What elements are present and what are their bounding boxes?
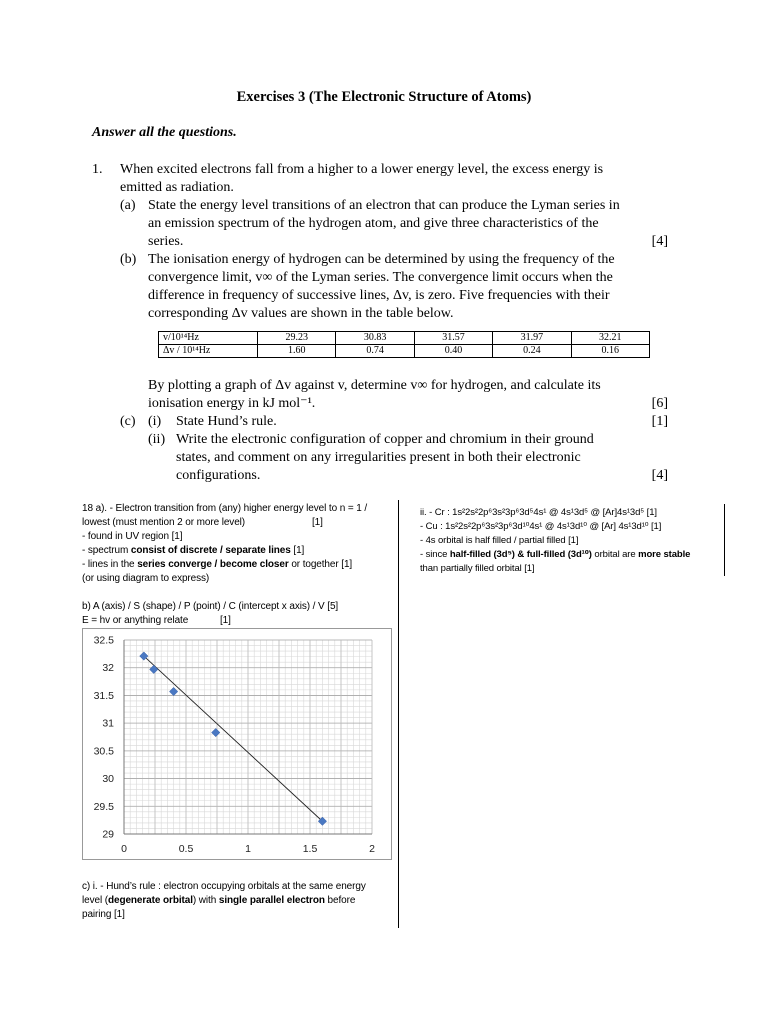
table-cell: 0.24 — [493, 345, 571, 358]
answer-cii-line5: than partially filled orbital [1] — [420, 563, 535, 574]
table-cell: 32.21 — [571, 332, 649, 345]
part-b-line3: difference in frequency of successive lines, Δv, is zero. Five frequencies with their — [148, 288, 610, 303]
part-cii-line2: states, and comment on any irregularities present in both their electronic — [176, 450, 581, 465]
table-row-label: Δv / 10¹⁴Hz — [159, 345, 258, 358]
answer-b-line1: b) A (axis) / S (shape) / P (point) / C (intercept x axis) / V [5] — [82, 601, 339, 612]
y-tick-label: 30 — [102, 773, 114, 786]
table-cell: 1.60 — [258, 345, 336, 358]
answer-c-line3: pairing [1] — [82, 909, 125, 920]
part-a-line1: State the energy level transitions of an electron that can produce the Lyman series in — [148, 198, 620, 213]
part-cii-line1: Write the electronic configuration of copper and chromium in their ground — [176, 432, 594, 447]
answer-a-line6: (or using diagram to express) — [82, 573, 210, 584]
y-tick-label: 29.5 — [93, 800, 114, 813]
table-cell: 31.97 — [493, 332, 571, 345]
y-tick-label: 31 — [102, 717, 114, 730]
part-b-mark: [6] — [651, 396, 668, 411]
chart-frame — [83, 629, 392, 860]
frequency-table — [158, 331, 650, 358]
part-b-line6: ionisation energy in kJ mol⁻¹. — [148, 396, 316, 411]
answer-a-line5: - lines in the series converge / become closer or together [1] — [82, 559, 353, 570]
answer-a-line2: lowest (must mention 2 or more level) — [82, 517, 246, 528]
part-cii-line3: configurations. — [176, 468, 261, 483]
part-b-line1: The ionisation energy of hydrogen can be determined by using the frequency of the — [148, 252, 615, 267]
column-divider — [398, 500, 399, 928]
table-cell: 0.16 — [571, 345, 649, 358]
answer-cii-cr: ii. - Cr : 1s²2s²2p⁶3s²3p⁶3d⁵4s¹ @ 4s¹3d⁵ @ [Ar]4s¹3d⁵ [1] — [420, 507, 657, 518]
table-cell: 29.23 — [258, 332, 336, 345]
part-b-label: (b) — [120, 252, 137, 267]
part-cii-label: (ii) — [148, 432, 166, 447]
part-b-line4: corresponding Δv values are shown in the table below. — [148, 306, 454, 321]
y-tick-label: 29 — [102, 828, 114, 841]
instruction: Answer all the questions. — [92, 125, 237, 140]
answer-a-line3: - found in UV region [1] — [82, 531, 183, 542]
part-cii-mark: [4] — [651, 468, 668, 483]
delta-v-vs-v-chart — [82, 628, 392, 860]
answer-a-line4: - spectrum consist of discrete / separate lines [1] — [82, 545, 305, 556]
answer-cii-line4: - since half-filled (3d⁵) & full-filled (3d¹⁰) orbital are more stable — [420, 549, 691, 560]
answer-b-mark: [1] — [220, 615, 231, 626]
answer-cii-line3: - 4s orbital is half filled / partial filled [1] — [420, 535, 579, 546]
table-cell: 31.57 — [414, 332, 492, 345]
y-tick-label: 32 — [102, 662, 114, 675]
x-tick-label: 1.5 — [302, 843, 318, 855]
answer-cii-cu: - Cu : 1s²2s²2p⁶3s²3p⁶3d¹⁰4s¹ @ 4s¹3d¹⁰ @ [Ar] 4s¹3d¹⁰ [1] — [420, 521, 662, 532]
y-tick-label: 32.5 — [93, 634, 114, 647]
part-a-line2: an emission spectrum of the hydrogen atom, and give three characteristics of the — [148, 216, 599, 231]
y-tick-label: 31.5 — [93, 689, 114, 702]
table-cell: 0.40 — [414, 345, 492, 358]
part-a-mark: [4] — [651, 234, 668, 249]
answer-a-mark: [1] — [312, 517, 323, 528]
part-b-line2: convergence limit, v∞ of the Lyman series. The convergence limit occurs when the — [148, 270, 613, 285]
table-cell: 0.74 — [336, 345, 414, 358]
answer-c-line2: level (degenerate orbital) with single parallel electron before — [82, 895, 356, 906]
table-cell: 30.83 — [336, 332, 414, 345]
y-tick-label: 30.5 — [93, 745, 114, 758]
part-ci-mark: [1] — [651, 414, 668, 429]
part-b-line5: By plotting a graph of Δv against v, determine v∞ for hydrogen, and calculate its — [148, 378, 601, 393]
answer-a-line1: 18 a). - Electron transition from (any) higher energy level to n = 1 / — [82, 503, 368, 514]
part-a-label: (a) — [120, 198, 136, 213]
x-tick-label: 0 — [121, 843, 127, 855]
table-row — [159, 345, 650, 358]
right-column-border — [724, 504, 725, 576]
answer-b-line2: E = hv or anything relate — [82, 615, 189, 626]
table-row — [159, 332, 650, 345]
x-tick-label: 1 — [245, 843, 251, 855]
part-ci-text: State Hund’s rule. — [176, 414, 277, 429]
table-row-label: v/10¹⁴Hz — [159, 332, 258, 345]
x-tick-label: 0.5 — [178, 843, 194, 855]
q1-intro-line2: emitted as radiation. — [120, 180, 234, 195]
answer-c-line1: c) i. - Hund’s rule : electron occupying orbitals at the same energy — [82, 881, 366, 892]
x-tick-label: 2 — [369, 843, 375, 855]
part-ci-label: (i) — [148, 414, 162, 429]
part-a-line3: series. — [148, 234, 184, 249]
question-number: 1. — [92, 162, 103, 177]
page-title: Exercises 3 (The Electronic Structure of Atoms) — [236, 89, 532, 105]
part-c-label: (c) — [120, 414, 136, 429]
q1-intro-line1: When excited electrons fall from a higher to a lower energy level, the excess energy is — [120, 162, 604, 177]
